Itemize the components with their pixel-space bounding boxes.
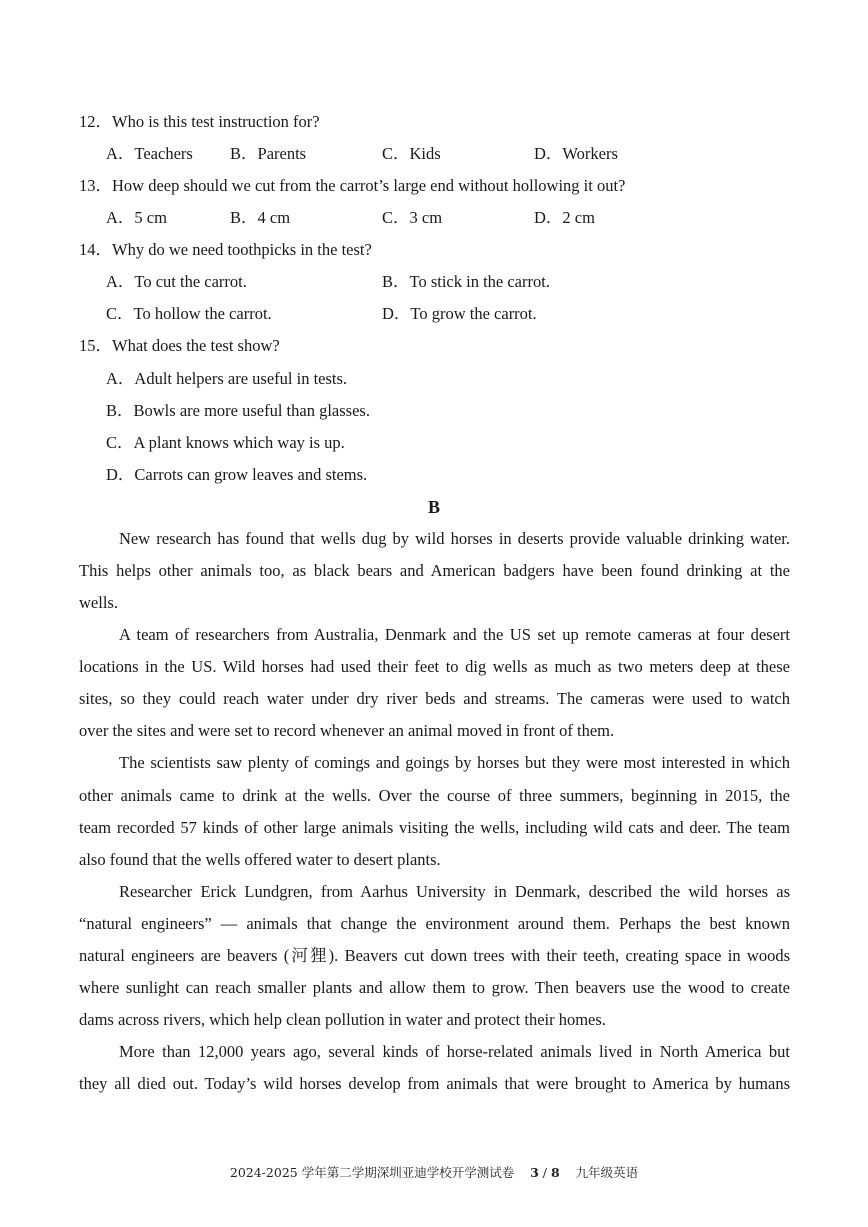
option-b: B．4 cm	[230, 208, 291, 227]
passage-line: natural engineers are beavers (河狸). Beavers cut down trees with their teeth, creating space in woods	[79, 946, 790, 965]
page-footer	[0, 1165, 868, 1181]
question-stem	[79, 176, 625, 196]
option-d: D．Workers	[534, 144, 618, 163]
footer-title: 2024-2025 学年第二学期深圳亚迪学校开学测试卷	[229, 1165, 515, 1180]
passage-line: Researcher Erick Lundgren, from Aarhus University in Denmark, described the wild horses as	[119, 882, 790, 901]
option-a: A．To cut the carrot.	[106, 272, 247, 291]
passage-line: This helps other animals too, as black bears and American badgers have been found drinking at the	[79, 561, 790, 580]
question-number: 15．	[79, 336, 112, 355]
passage-line: they all died out. Today’s wild horses develop from animals that were brought to America by humans	[79, 1074, 790, 1093]
passage-line: sites, so they could reach water under dry river beds and streams. The cameras were used to watch	[79, 689, 790, 708]
passage-line: More than 12,000 years ago, several kinds of horse-related animals lived in North America but	[119, 1042, 790, 1061]
option-c: C．A plant knows which way is up.	[106, 433, 345, 452]
option-d: D．To grow the carrot.	[382, 304, 537, 323]
passage-line: also found that the wells offered water to desert plants.	[79, 850, 441, 869]
option-b: B．Parents	[230, 144, 307, 163]
question-number: 13．	[79, 176, 112, 195]
option-b: B．Bowls are more useful than glasses.	[106, 401, 370, 420]
option-c: C．To hollow the carrot.	[106, 304, 272, 323]
question-text: What does the test show?	[112, 336, 280, 355]
passage-line: locations in the US. Wild horses had used their feet to dig wells as much as two meters deep at these	[79, 657, 790, 676]
passage-line: New research has found that wells dug by wild horses in deserts provide valuable drinking water.	[119, 529, 790, 548]
question-number: 12．	[79, 112, 112, 131]
page-current: 3	[530, 1165, 539, 1180]
page-total: 8	[551, 1165, 560, 1180]
footer-subject: 九年级英语	[575, 1165, 639, 1180]
passage-line: The scientists saw plenty of comings and goings by horses but they were most interested in which	[119, 753, 790, 772]
option-d: D．2 cm	[534, 208, 595, 227]
question-text: How deep should we cut from the carrot’s large end without hollowing it out?	[112, 176, 626, 195]
passage-line: over the sites and were set to record whenever an animal moved in front of them.	[79, 721, 615, 740]
passage-line: other animals came to drink at the wells. Over the course of three summers, beginning in 2015, the	[79, 786, 790, 805]
question-number: 14．	[79, 240, 112, 259]
passage-line: A team of researchers from Australia, Denmark and the US set up remote cameras at four desert	[119, 625, 790, 644]
section-heading: B	[427, 497, 440, 517]
option-b: B．To stick in the carrot.	[382, 272, 550, 291]
passage-line: dams across rivers, which help clean pollution in water and protect their homes.	[79, 1010, 606, 1029]
question-stem	[79, 336, 280, 356]
option-a: A．Teachers	[106, 144, 193, 163]
passage-line: “natural engineers” — animals that change the environment around them. Perhaps the best known	[79, 914, 790, 933]
option-a: A．5 cm	[106, 208, 167, 227]
option-c: C．3 cm	[382, 208, 443, 227]
option-d: D．Carrots can grow leaves and stems.	[106, 465, 368, 484]
question-stem	[79, 240, 372, 260]
passage-line: wells.	[79, 593, 118, 612]
option-c: C．Kids	[382, 144, 441, 163]
passage-line: team recorded 57 kinds of other large animals visiting the wells, including wild cats and deer. The team	[79, 818, 790, 837]
question-text: Who is this test instruction for?	[112, 112, 320, 131]
option-a: A．Adult helpers are useful in tests.	[106, 369, 348, 388]
question-stem	[79, 112, 320, 132]
passage-line: where sunlight can reach smaller plants and allow them to grow. Then beavers use the wood to create	[79, 978, 790, 997]
page-separator: /	[542, 1165, 548, 1180]
question-text: Why do we need toothpicks in the test?	[112, 240, 372, 259]
